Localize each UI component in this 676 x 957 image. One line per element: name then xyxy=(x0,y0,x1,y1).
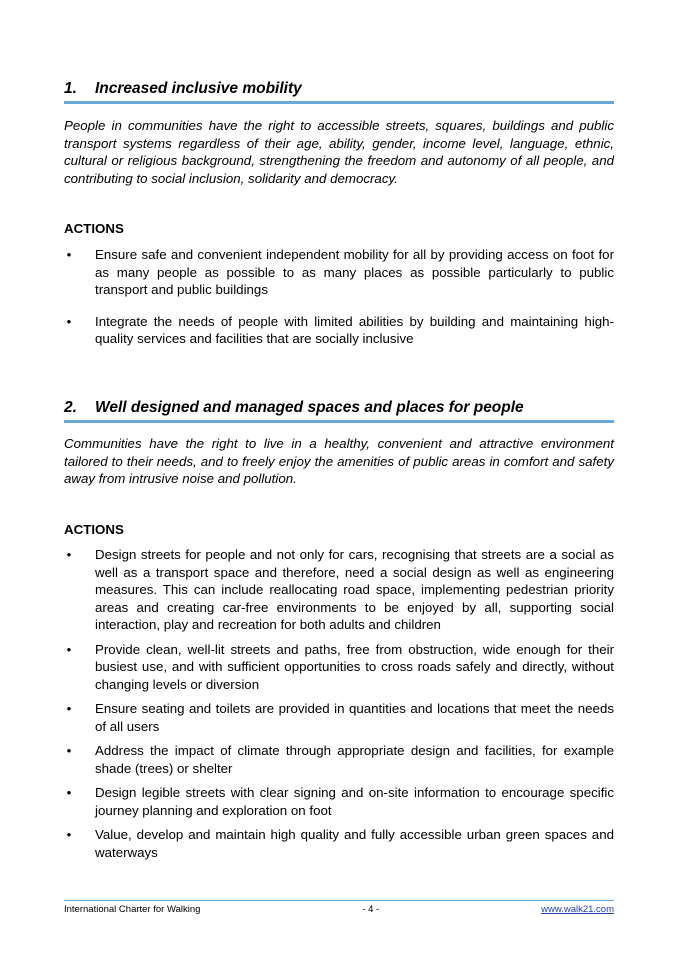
list-item xyxy=(64,546,614,634)
list-item xyxy=(64,784,614,819)
list-item xyxy=(64,641,614,694)
action-text: Value, develop and maintain high quality and fully accessible urban green spaces and waterways xyxy=(95,827,614,860)
bullet-icon: • xyxy=(66,743,72,758)
section-2-actions-title: ACTIONS xyxy=(64,522,124,537)
action-text: Design legible streets with clear signing and on-site information to encourage specific journey planning and exploration on foot xyxy=(95,785,614,818)
section-2-title: Well designed and managed spaces and places for people xyxy=(95,399,524,416)
section-2-actions-list xyxy=(64,546,614,861)
action-text: Ensure safe and convenient independent mobility for all by providing access on foot for as many people as possible to as many places as possible particularly to public transport and public buildings xyxy=(95,247,614,297)
section-2-intro: Communities have the right to live in a healthy, convenient and attractive environment tailored to their needs, and to freely enjoy the amenities of public areas in comfort and safety away from intrusive noise and pollution. xyxy=(64,436,614,486)
section-1-intro: People in communities have the right to accessible streets, squares, buildings and public transport systems regardless of their age, ability, gender, income level, language, ethnic, cultural or religious background, strengthening the freedom and autonomy of all people, and contributing to social inclusion, solidarity and democracy. xyxy=(64,118,614,186)
page-number: - 4 - xyxy=(362,904,380,915)
action-text: Provide clean, well-lit streets and paths, free from obstruction, wide enough for their busiest use, and with sufficient opportunities to cross roads safely and directly, without changing levels or diversion xyxy=(95,641,614,692)
list-item xyxy=(64,826,614,861)
section-1-heading xyxy=(64,80,614,104)
list-item xyxy=(64,700,614,735)
list-item xyxy=(64,742,614,777)
website-link[interactable]: www.walk21.com xyxy=(541,904,614,915)
list-item xyxy=(64,246,614,299)
action-text: Integrate the needs of people with limited abilities by building and maintaining high-quality services and facilities that are socially inclusive xyxy=(95,313,614,346)
section-1-actions-list xyxy=(64,246,614,348)
bullet-icon: • xyxy=(66,547,72,562)
section-1-title: Increased inclusive mobility xyxy=(95,80,302,97)
section-1-number: 1. xyxy=(64,80,77,97)
list-item xyxy=(64,313,614,348)
bullet-icon: • xyxy=(66,785,72,800)
section-2-heading xyxy=(64,399,614,423)
bullet-icon: • xyxy=(66,641,72,657)
page-footer xyxy=(64,900,614,915)
action-text: Design streets for people and not only for cars, recognising that streets are a social as well as a transport space and therefore, need a social design as well as engineering measures. This can include reallocating road space, implementing pedestrian priority areas and creating car-free environments to be enjoyed by all, supporting social interaction, play and recreation for both adults and children xyxy=(95,547,614,632)
section-1-actions-title: ACTIONS xyxy=(64,221,124,236)
section-2-header xyxy=(64,399,614,423)
action-text: Address the impact of climate through appropriate design and facilities, for example shade (trees) or shelter xyxy=(95,743,614,776)
footer-title: International Charter for Walking xyxy=(64,904,201,915)
bullet-icon: • xyxy=(66,827,72,842)
bullet-icon: • xyxy=(66,701,72,716)
section-2-number: 2. xyxy=(64,399,77,416)
section-1-header xyxy=(64,80,614,104)
bullet-icon: • xyxy=(66,247,72,262)
bullet-icon: • xyxy=(66,313,72,329)
action-text: Ensure seating and toilets are provided in quantities and locations that meet the needs of all users xyxy=(95,701,614,734)
